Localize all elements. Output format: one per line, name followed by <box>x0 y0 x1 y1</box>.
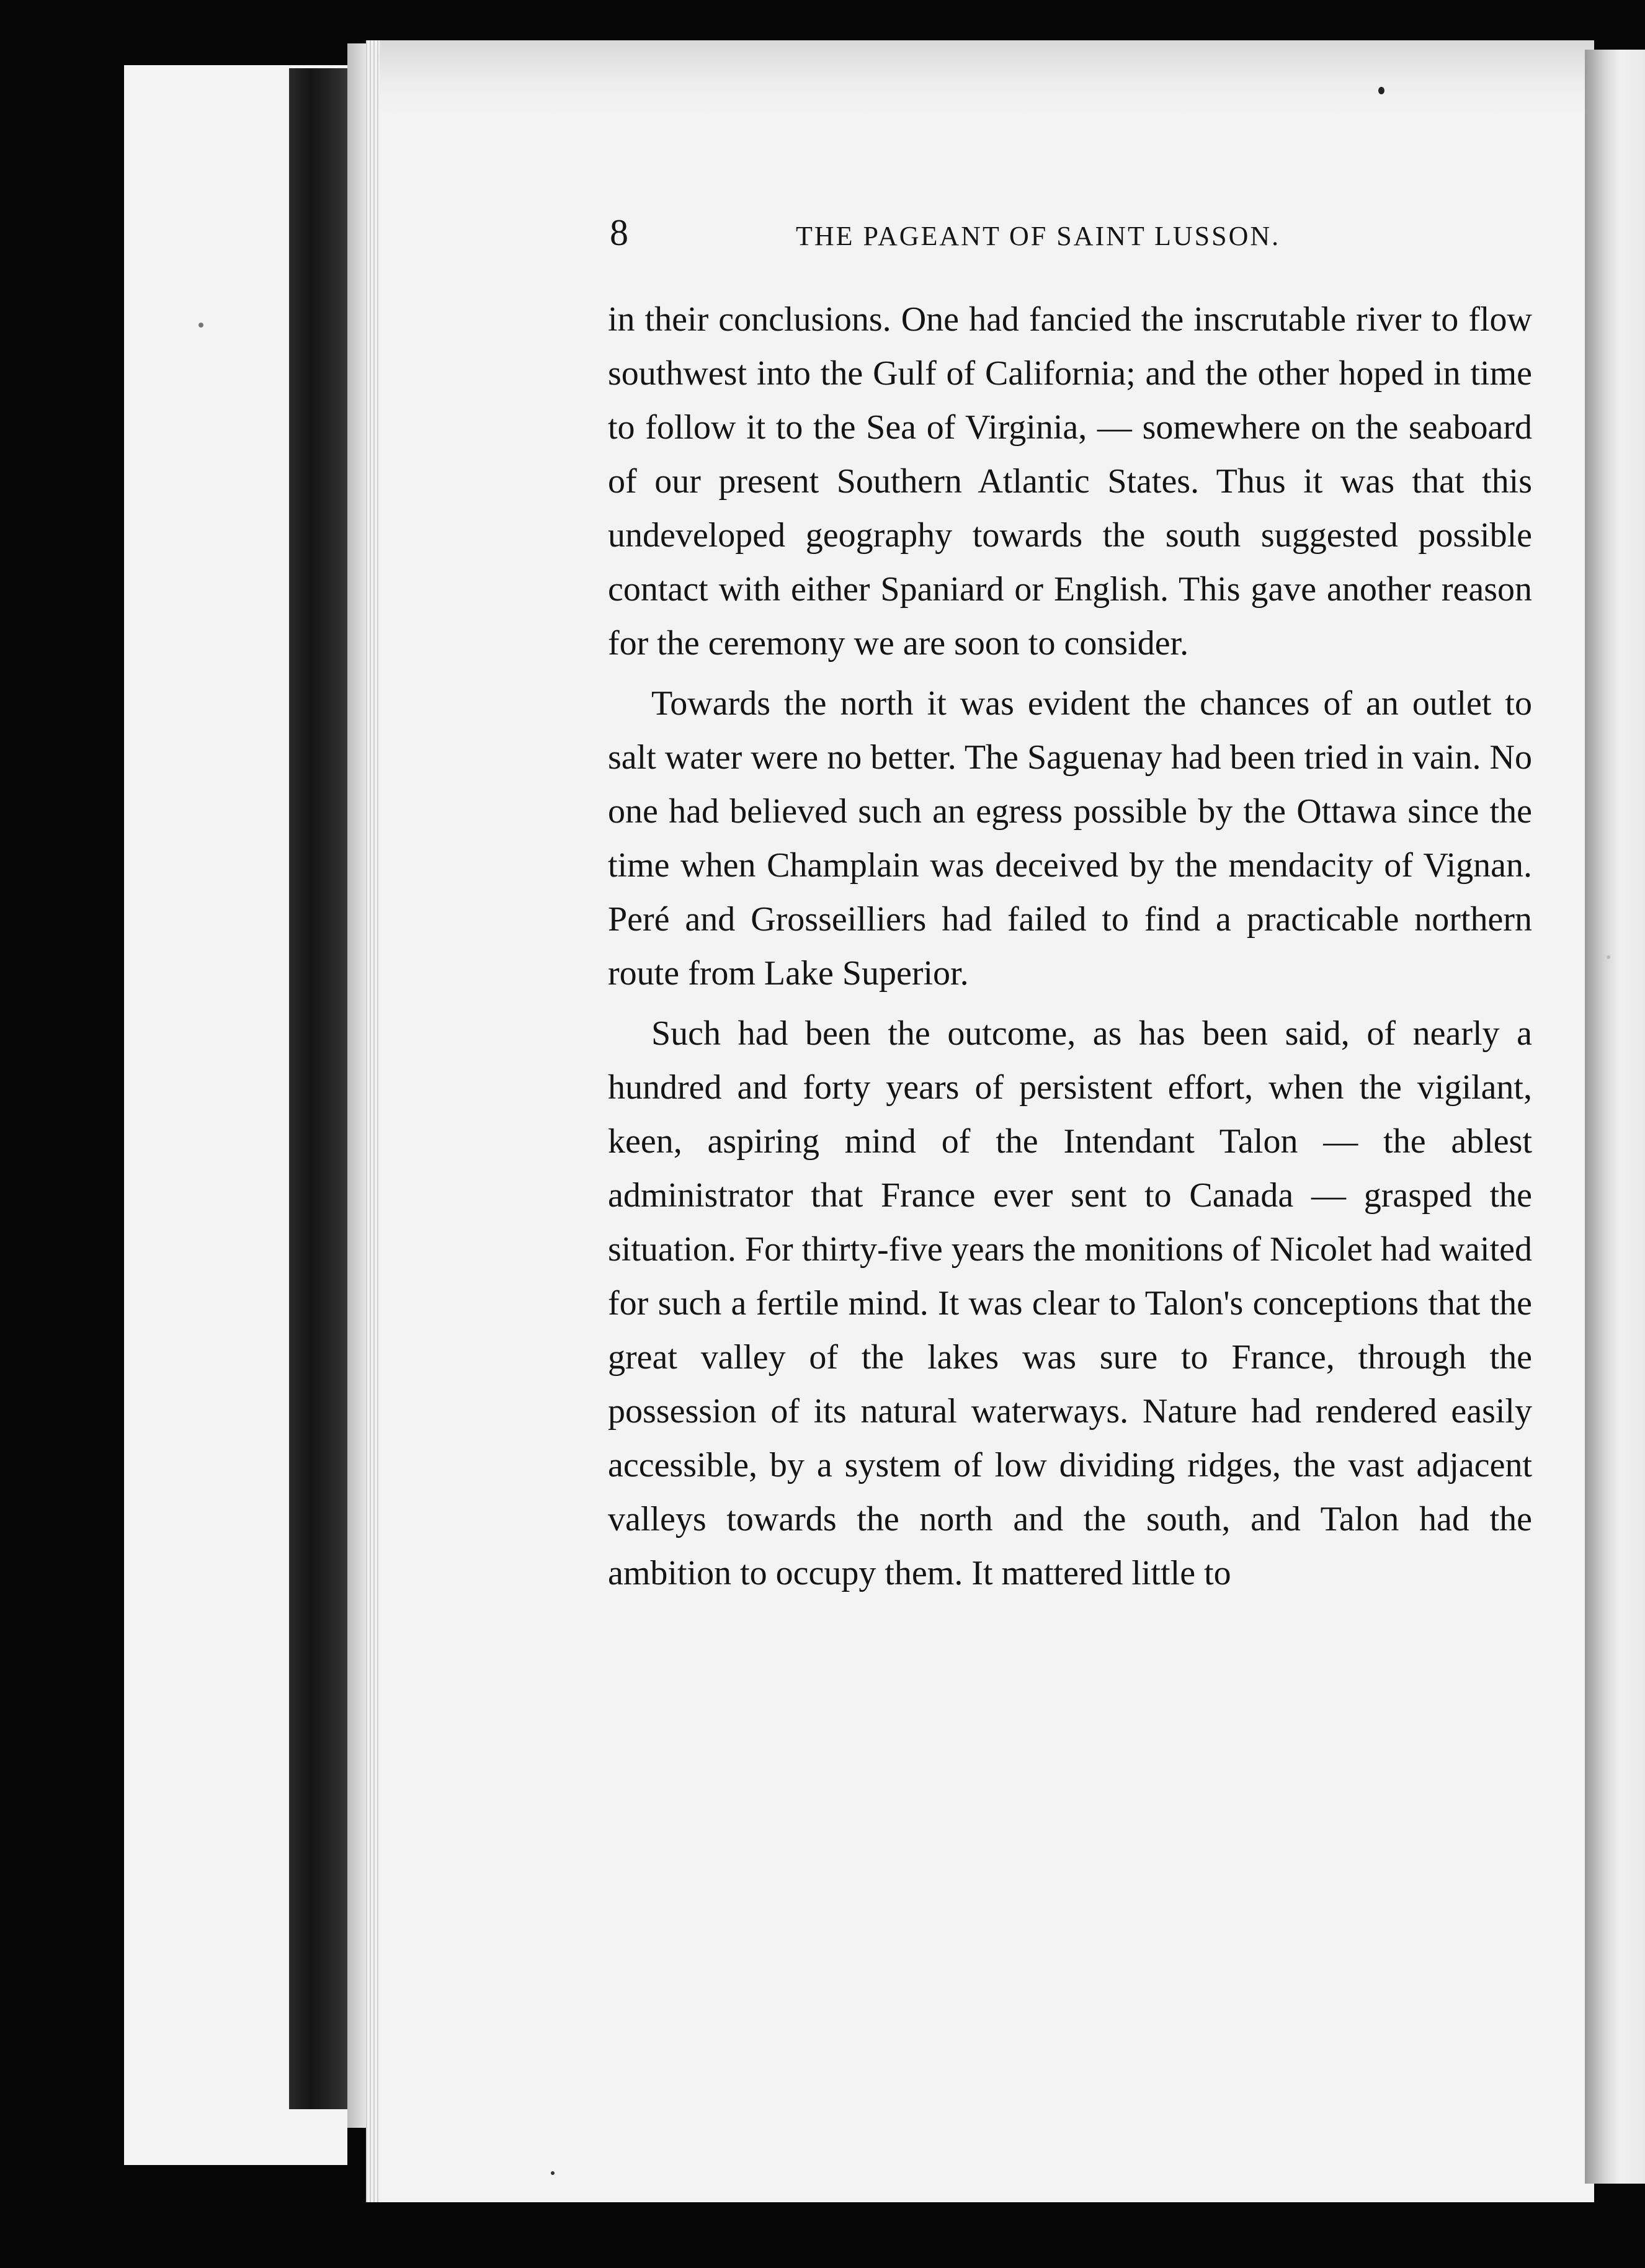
paragraph-2: Towards the north it was evident the chances of an outlet to salt water were no better. The Saguenay had been tried in vain. No one had believed such an egress possible by the Ottawa since the time when Champlain was deceived by the mendacity of Vignan. Peré and Grosseilliers had failed to find a practicable northern route from Lake Superior. <box>608 684 1532 993</box>
page-number: 8 <box>610 212 628 253</box>
paragraph-3: Such had been the outcome, as has been said, of nearly a hundred and forty years of persistent effort, when the vigilant, keen, aspiring mind of the Intendant Talon — the ablest administrator that France ever sent to Canada — grasped the situation. For thirty-five years the monitions of Nicolet had waited for such a fertile mind. It was clear to Talon's conceptions that the great valley of the lakes was sure to France, through the possession of its natural waterways. Nature had rendered easily accessible, by a system of low dividing ridges, the vast adjacent valleys towards the north and the south, and Talon had the ambition to occupy them. It mattered little to <box>608 1014 1532 1592</box>
page-top-shadow <box>366 40 1594 115</box>
paragraph-1: in their conclusions. One had fancied the inscrutable river to flow southwest into the Gulf of California; and the other hoped in time to follow it to the Sea of Virginia, — somewhere on the seaboard of our present Southern Atlantic States. Thus it was that this undeveloped geography towards the south suggested possible contact with either Spaniard or English. This gave another reason for the ceremony we are soon to consider. <box>608 300 1532 663</box>
scan-speck <box>198 323 203 328</box>
book-spine <box>289 68 351 2109</box>
running-title: THE PAGEANT OF SAINT LUSSON. <box>796 221 1281 251</box>
scan-speck <box>551 2171 555 2175</box>
body-text <box>608 293 1532 1607</box>
page-gutter-lines <box>366 40 380 2202</box>
scan-speck <box>1607 955 1610 959</box>
page-header <box>610 208 1354 257</box>
right-page-edge <box>1585 50 1645 2184</box>
scan-speck <box>1378 87 1384 94</box>
spine-edge <box>347 43 366 2128</box>
